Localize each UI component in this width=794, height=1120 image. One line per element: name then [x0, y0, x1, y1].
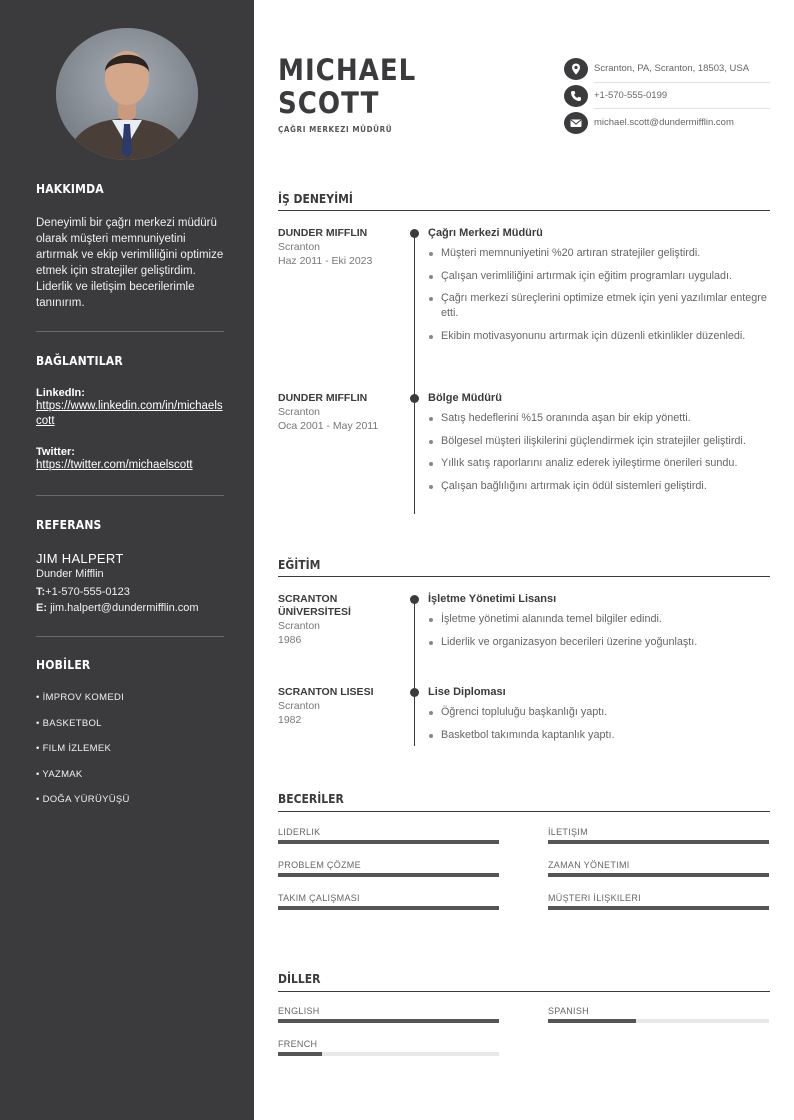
language-item — [278, 1038, 499, 1056]
language-level-bar — [548, 1019, 769, 1023]
skill-name: İLETIŞIM — [548, 827, 588, 837]
timeline-dot — [410, 229, 419, 238]
achievement-list — [428, 612, 770, 650]
location-icon — [564, 58, 588, 80]
experience-entry-meta — [278, 392, 402, 433]
about-heading: HAKKIMDA — [36, 182, 104, 196]
candidate-name — [278, 54, 416, 120]
language-level-bar — [278, 1019, 499, 1023]
education-timeline — [414, 597, 415, 746]
education-entry-detail — [428, 686, 770, 750]
employment-dates: Oca 2001 - May 2011 — [278, 420, 379, 432]
reference-details — [36, 551, 224, 616]
language-level-bar — [278, 1052, 499, 1056]
contact-address — [564, 58, 770, 84]
skill-name: LIDERLIK — [278, 827, 321, 837]
school-name: SCRANTON LISESI — [278, 686, 374, 698]
email-text: michael.scott@dundermifflin.com — [594, 117, 734, 128]
reference-heading: REFERANS — [36, 518, 102, 532]
section-rule — [278, 991, 770, 992]
experience-entry-meta — [278, 227, 402, 268]
hobbies-section — [36, 658, 224, 672]
graduation-year: 1982 — [278, 714, 302, 726]
reference-phone: T:+1-570-555-0123 — [36, 586, 130, 598]
skill-level-bar — [278, 840, 499, 844]
skill-level-fill — [278, 840, 499, 844]
experience-entry-detail — [428, 392, 770, 501]
skill-level-fill — [278, 906, 499, 910]
skill-item — [278, 892, 499, 910]
school-location: Scranton — [278, 700, 321, 712]
list-item: Çağrı merkezi süreçlerini optimize etmek için yeni yazılımlar entegre etti. — [428, 291, 770, 321]
reference-section — [36, 518, 224, 532]
language-item — [278, 1005, 499, 1023]
language-name: SPANISH — [548, 1006, 589, 1016]
address-text: Scranton, PA, Scranton, 18503, USA — [594, 63, 750, 74]
links-section — [36, 354, 224, 368]
hobby-item: • BASKETBOL — [36, 717, 102, 729]
hobby-item: • FILM İZLEMEK — [36, 743, 112, 754]
employment-dates: Haz 2011 - Eki 2023 — [278, 255, 373, 267]
list-item: İşletme yönetimi alanında temel bilgiler edindi. — [428, 612, 770, 627]
profile-photo — [56, 28, 198, 160]
phone-text: +1-570-555-0199 — [594, 90, 668, 101]
links-heading: BAĞLANTILAR — [36, 354, 123, 368]
skill-item — [548, 826, 769, 844]
about-section — [36, 182, 224, 196]
twitter-label: Twitter: — [36, 446, 75, 458]
list-item: Çalışan verimliliğini artırmak için eğitim programları uyguladı. — [428, 269, 770, 284]
sidebar — [0, 0, 254, 1120]
degree-title: İşletme Yönetimi Lisansı — [428, 593, 557, 605]
skill-level-fill — [548, 840, 769, 844]
language-name: ENGLISH — [278, 1006, 320, 1016]
education-heading: EĞİTİM — [278, 558, 321, 572]
reference-email: E: jim.halpert@dundermifflin.com — [36, 602, 199, 614]
language-level-fill — [278, 1019, 499, 1023]
language-item — [548, 1005, 769, 1023]
languages-heading: DİLLER — [278, 972, 321, 986]
skill-level-bar — [548, 873, 769, 877]
list-item: Öğrenci topluluğu başkanlığı yaptı. — [428, 705, 770, 720]
contact-email — [564, 112, 770, 138]
degree-title: Lise Diploması — [428, 686, 506, 698]
divider — [36, 636, 224, 637]
hobby-item: • İMPROV KOMEDI — [36, 692, 125, 703]
language-name: FRENCH — [278, 1039, 318, 1049]
list-item: Müşteri memnuniyetini %20 artıran stratejiler geliştirdi. — [428, 246, 770, 261]
skill-item — [548, 859, 769, 877]
skill-item — [278, 859, 499, 877]
skill-name: PROBLEM ÇÖZME — [278, 860, 361, 870]
school-name: SCRANTON ÜNİVERSİTESİ — [278, 593, 351, 618]
education-entry-meta — [278, 686, 402, 727]
linkedin-label: LinkedIn: — [36, 387, 85, 399]
divider — [36, 495, 224, 496]
divider — [594, 82, 770, 83]
company-name: DUNDER MIFFLIN — [278, 392, 368, 404]
section-rule — [278, 811, 770, 812]
company-location: Scranton — [278, 241, 321, 253]
reference-name: JIM HALPERT — [36, 551, 124, 566]
skill-level-fill — [278, 873, 499, 877]
list-item: Basketbol takımında kaptanlık yaptı. — [428, 728, 770, 743]
list-item: Satış hedeflerini %15 oranında aşan bir ekip yönetti. — [428, 411, 770, 426]
list-item: Liderlik ve organizasyon becerileri üzerine yoğunlaştı. — [428, 635, 770, 650]
reference-company: Dunder Mifflin — [36, 568, 104, 580]
language-level-fill — [278, 1052, 322, 1056]
timeline-dot — [410, 394, 419, 403]
role-title: Bölge Müdürü — [428, 392, 502, 404]
skill-level-bar — [278, 873, 499, 877]
section-rule — [278, 210, 770, 211]
about-text: Deneyimli bir çağrı merkezi müdürü olarak müşteri memnuniyetini artırmak ve ekip verimliliğini optimize etmek için stratejiler geliştirdim. Liderlik ve iletişim becerilerimle tanınırım. — [36, 217, 224, 309]
skills-heading: BECERİLER — [278, 792, 344, 806]
hobby-item: • DOĞA YÜRÜYÜŞÜ — [36, 794, 130, 805]
education-entry-meta — [278, 593, 402, 647]
skill-name: MÜŞTERI İLIŞKILERI — [548, 893, 641, 903]
mail-icon — [564, 112, 588, 134]
last-name: SCOTT — [278, 86, 380, 120]
linkedin-link[interactable]: https://www.linkedin.com/in/michaelscott — [36, 400, 223, 427]
list-item: Ekibin motivasyonunu artırmak için düzenli etkinlikler düzenledi. — [428, 329, 770, 344]
experience-timeline — [414, 232, 415, 514]
twitter-link[interactable]: https://twitter.com/michaelscott — [36, 459, 193, 471]
section-rule — [278, 576, 770, 577]
skill-level-fill — [548, 873, 769, 877]
skill-level-bar — [548, 906, 769, 910]
skill-name: TAKIM ÇALIŞMASI — [278, 893, 360, 903]
skill-level-bar — [548, 840, 769, 844]
twitter-link-block — [36, 446, 224, 473]
responsibility-list — [428, 411, 770, 494]
graduation-year: 1986 — [278, 634, 302, 646]
list-item: Yıllık satış raporlarını analiz ederek iyileştirme önerileri sundu. — [428, 456, 770, 471]
skill-level-bar — [278, 906, 499, 910]
company-name: DUNDER MIFFLIN — [278, 227, 368, 239]
hobbies-heading: HOBİLER — [36, 658, 91, 672]
skill-name: ZAMAN YÖNETIMI — [548, 860, 630, 870]
list-item: Çalışan bağlılığını artırmak için ödül sistemleri geliştirdi. — [428, 479, 770, 494]
linkedin-link-block — [36, 387, 224, 429]
role-title: Çağrı Merkezi Müdürü — [428, 227, 543, 239]
list-item: Bölgesel müşteri ilişkilerini güçlendirmek için stratejiler geliştirdi. — [428, 434, 770, 449]
language-level-fill — [548, 1019, 636, 1023]
achievement-list — [428, 705, 770, 743]
skill-level-fill — [548, 906, 769, 910]
divider — [594, 108, 770, 109]
experience-heading: İŞ DENEYİMİ — [278, 192, 353, 206]
company-location: Scranton — [278, 406, 321, 418]
responsibility-list — [428, 246, 770, 344]
skill-item — [548, 892, 769, 910]
timeline-dot — [410, 688, 419, 697]
school-location: Scranton — [278, 620, 321, 632]
hobby-item: • YAZMAK — [36, 768, 83, 780]
job-title: ÇAĞRI MERKEZI MÜDÜRÜ — [278, 125, 393, 134]
education-entry-detail — [428, 593, 770, 657]
divider — [36, 331, 224, 332]
phone-icon — [564, 85, 588, 107]
hobbies-list — [36, 692, 224, 820]
timeline-dot — [410, 595, 419, 604]
experience-entry-detail — [428, 227, 770, 351]
first-name: MICHAEL — [278, 53, 417, 87]
skill-item — [278, 826, 499, 844]
